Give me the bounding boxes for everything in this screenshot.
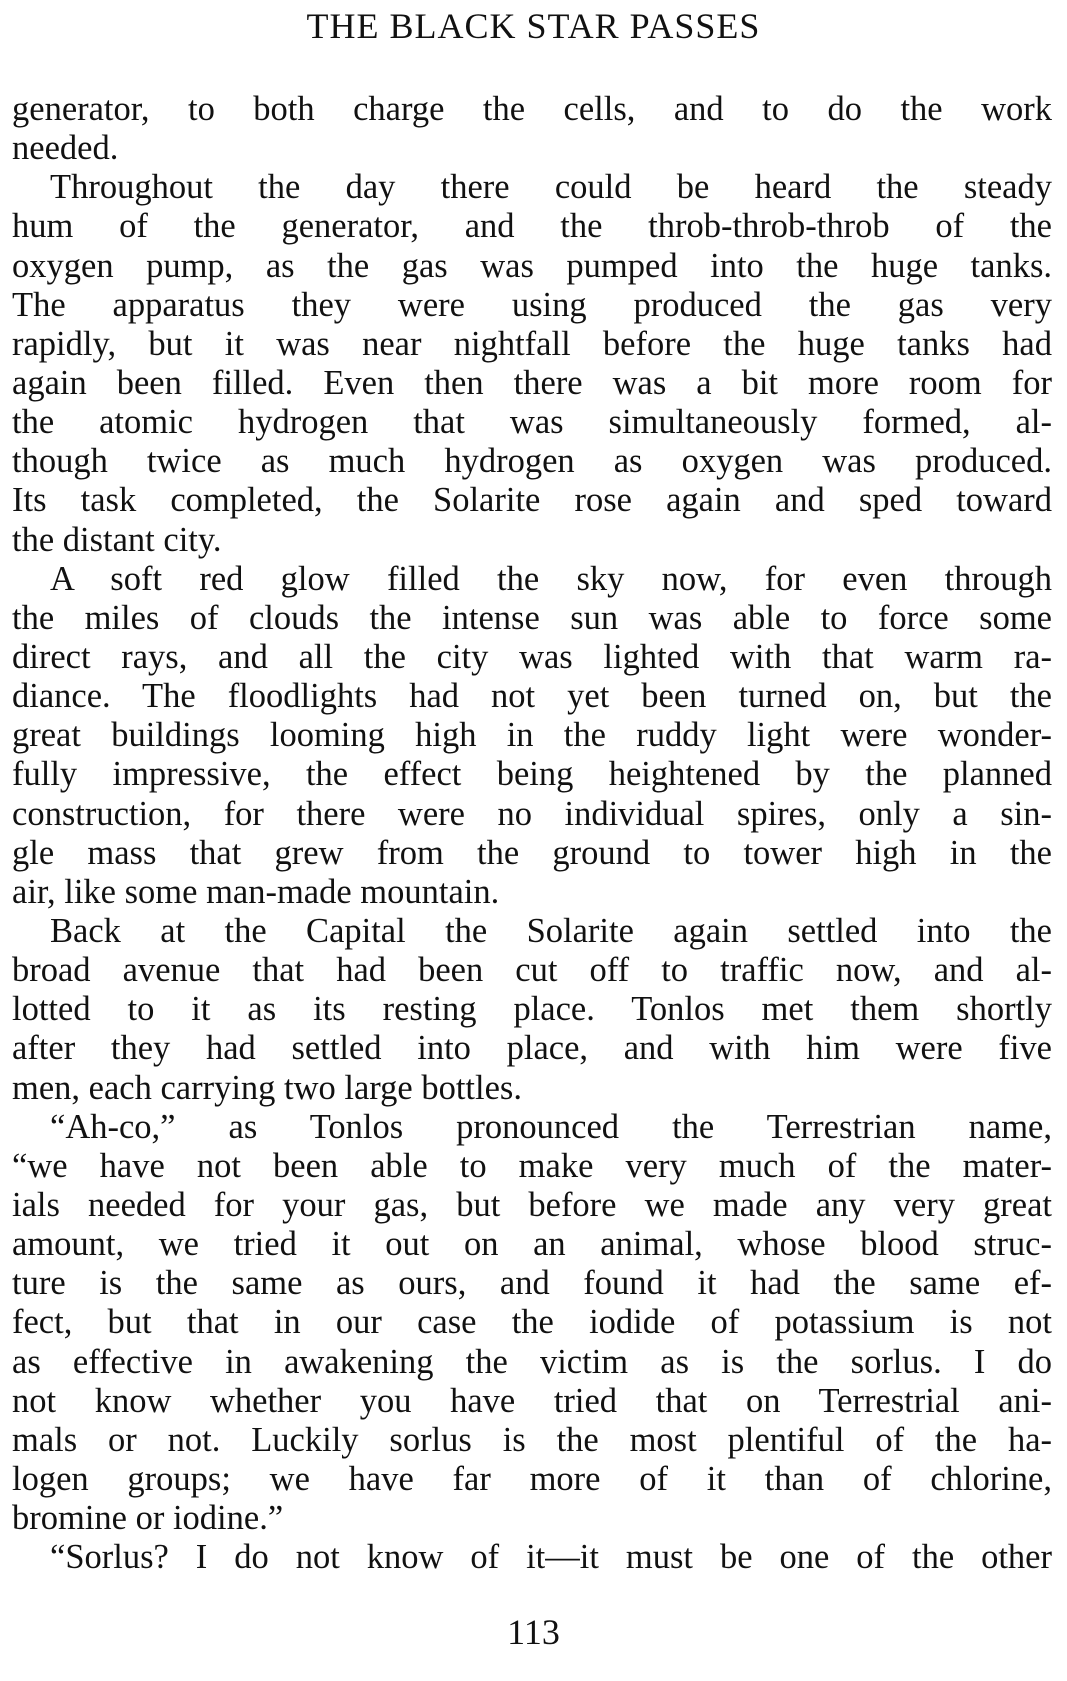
text-line: ials needed for your gas, but before we made any very great <box>12 1185 1052 1224</box>
text-line: “Ah-co,” as Tonlos pronounced the Terrestrian name, <box>50 1107 1052 1146</box>
text-line: the miles of clouds the intense sun was able to force some <box>12 598 1052 637</box>
body-text <box>12 90 1052 1577</box>
text-line: “Sorlus? I do not know of it—it must be one of the other <box>50 1538 1052 1577</box>
text-line: air, like some man-made mountain. <box>12 872 500 911</box>
text-line: fect, but that in our case the iodide of potassium is not <box>12 1303 1052 1342</box>
text-line: generator, to both charge the cells, and to do the work <box>12 90 1052 128</box>
text-line: Throughout the day there could be heard the steady <box>50 168 1052 207</box>
text-line: The apparatus they were using produced the gas very <box>12 285 1052 324</box>
text-line: direct rays, and all the city was lighted with that warm ra- <box>12 637 1052 676</box>
text-line: broad avenue that had been cut off to traffic now, and al- <box>12 951 1052 990</box>
text-line: bromine or iodine.” <box>12 1499 284 1538</box>
text-line: gle mass that grew from the ground to tower high in the <box>12 833 1052 872</box>
text-line: ture is the same as ours, and found it had the same ef- <box>12 1264 1052 1303</box>
text-line: great buildings looming high in the ruddy light were wonder- <box>12 716 1052 755</box>
text-line: the distant city. <box>12 520 222 559</box>
text-line: after they had settled into place, and with him were five <box>12 1029 1052 1068</box>
text-line: rapidly, but it was near nightfall before the huge tanks had <box>12 324 1052 363</box>
text-line: Its task completed, the Solarite rose again and sped toward <box>12 481 1052 520</box>
text-line: needed. <box>12 129 119 168</box>
text-line: men, each carrying two large bottles. <box>12 1068 522 1107</box>
text-line: construction, for there were no individual spires, only a sin- <box>12 794 1052 833</box>
text-line: hum of the generator, and the throb-throb-throb of the <box>12 207 1052 246</box>
text-line: lotted to it as its resting place. Tonlos met them shortly <box>12 990 1052 1029</box>
text-line: A soft red glow filled the sky now, for even through <box>50 559 1052 598</box>
text-line: diance. The floodlights had not yet been turned on, but the <box>12 677 1052 716</box>
text-line: oxygen pump, as the gas was pumped into the huge tanks. <box>12 246 1052 285</box>
text-line: fully impressive, the effect being heightened by the planned <box>12 755 1052 794</box>
text-line: mals or not. Luckily sorlus is the most plentiful of the ha- <box>12 1420 1052 1459</box>
text-line: not know whether you have tried that on Terrestrial ani- <box>12 1381 1052 1420</box>
page-number: 113 <box>507 1612 560 1652</box>
text-line: though twice as much hydrogen as oxygen was produced. <box>12 442 1052 481</box>
running-head: THE BLACK STAR PASSES <box>306 6 761 46</box>
text-line: Back at the Capital the Solarite again settled into the <box>50 911 1052 950</box>
text-line: logen groups; we have far more of it than of chlorine, <box>12 1459 1052 1498</box>
text-line: as effective in awakening the victim as is the sorlus. I do <box>12 1342 1052 1381</box>
text-line: amount, we tried it out on an animal, whose blood struc- <box>12 1225 1052 1264</box>
text-line: “we have not been able to make very much of the mater- <box>12 1146 1052 1185</box>
text-line: the atomic hydrogen that was simultaneously formed, al- <box>12 403 1052 442</box>
text-line: again been filled. Even then there was a bit more room for <box>12 363 1052 402</box>
